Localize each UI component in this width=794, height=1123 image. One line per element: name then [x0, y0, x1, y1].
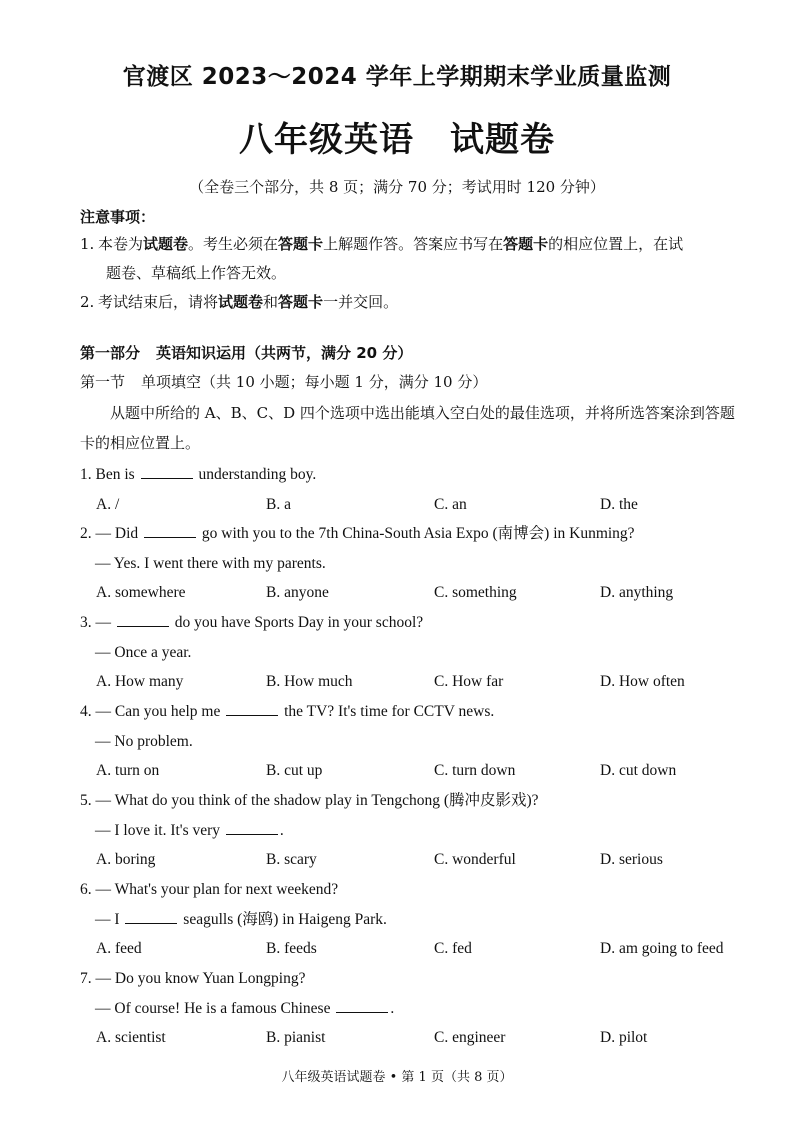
answer-blank	[125, 909, 177, 924]
reply-text: seagulls (海鸥) in Haigeng Park.	[183, 910, 387, 928]
answer-blank	[336, 998, 388, 1013]
note-keyword: 试题卷	[143, 235, 189, 253]
question-reply: — No problem.	[95, 732, 193, 750]
note-item-1	[80, 230, 740, 288]
section-description: 单项填空（共 10 小题；每小题 1 分，满分 10 分）	[141, 373, 488, 391]
question-7	[80, 964, 740, 1053]
option-d: D. cut down	[600, 762, 677, 779]
note-keyword: 答题卡	[278, 235, 324, 253]
note-text: 一并交回。	[323, 293, 399, 311]
question-stem: — What do you think of the shadow play in Tengchong (腾冲皮影戏)?	[95, 792, 539, 809]
note-item-2	[80, 288, 740, 317]
question-6	[80, 875, 740, 964]
option-c: C. engineer	[434, 1029, 506, 1046]
option-c: C. How far	[434, 673, 504, 690]
section-one-heading	[80, 371, 487, 392]
question-stem: Ben is	[95, 466, 135, 483]
question-stem: — What's your plan for next weekend?	[95, 881, 339, 898]
question-number: 3.	[80, 614, 92, 631]
option-b: B. scary	[266, 851, 317, 868]
answer-blank	[117, 612, 169, 627]
note-text: 。考生必须在	[188, 235, 279, 253]
main-title-paper: 试题卷	[450, 120, 555, 160]
answer-blank	[144, 523, 196, 538]
note-number: 1.	[80, 235, 95, 253]
question-stem: —	[95, 614, 111, 631]
reply-text: .	[390, 999, 395, 1017]
question-stem: understanding boy.	[198, 466, 317, 483]
question-2	[80, 519, 740, 608]
question-4	[80, 697, 740, 786]
question-1	[80, 460, 740, 519]
question-reply	[80, 994, 740, 1024]
note-keyword: 答题卡	[278, 293, 324, 311]
note-text: 的相应位置上，在试	[548, 235, 684, 253]
question-number: 6.	[80, 881, 92, 898]
option-b: B. feeds	[266, 940, 317, 957]
option-d: D. How often	[600, 673, 685, 690]
option-a: A. /	[96, 495, 120, 513]
question-stem: the TV? It's time for CCTV news.	[284, 703, 495, 720]
question-number: 7.	[80, 970, 92, 987]
question-5	[80, 786, 740, 875]
notes-heading: 注意事项：	[80, 208, 156, 226]
option-d: D. the	[600, 495, 638, 513]
answer-blank	[226, 820, 278, 835]
exam-header-title: 官渡区 2023～2024 学年上学期期末学业质量监测	[122, 64, 672, 90]
part-description: 英语知识运用（共两节，满分 20 分）	[156, 344, 413, 362]
option-a: A. feed	[96, 940, 142, 957]
option-c: C. an	[434, 495, 467, 513]
question-number: 2.	[80, 525, 92, 542]
option-b: B. anyone	[266, 584, 329, 601]
option-a: A. scientist	[96, 1029, 166, 1046]
option-c: C. fed	[434, 940, 472, 957]
note-text: 和	[263, 293, 279, 311]
option-a: A. turn on	[96, 762, 160, 779]
section-instructions: 从题中所给的 A、B、C、D 四个选项中选出能填入空白处的最佳选项，并将所选答案涂到答题卡的相应位置上。	[80, 404, 735, 452]
note-text: 考试结束后，请将	[98, 293, 219, 311]
note-number: 2.	[80, 293, 95, 311]
question-stem: go with you to the 7th China-South Asia Expo (南博会) in Kunming?	[201, 525, 635, 542]
option-a: A. somewhere	[96, 584, 186, 601]
option-c: C. turn down	[434, 762, 516, 779]
question-number: 5.	[80, 792, 92, 809]
question-stem: do you have Sports Day in your school?	[174, 614, 424, 631]
option-d: D. am going to feed	[600, 940, 724, 957]
option-a: A. boring	[96, 851, 156, 868]
answer-blank	[141, 464, 193, 479]
question-stem: — Did	[95, 525, 139, 542]
answer-blank	[226, 701, 278, 716]
question-number: 1.	[80, 466, 92, 483]
option-b: B. How much	[266, 673, 353, 690]
question-reply	[80, 905, 740, 935]
option-c: C. something	[434, 584, 517, 601]
part-one-heading	[80, 342, 412, 363]
option-b: B. cut up	[266, 762, 323, 779]
page-footer: 八年级英语试题卷 • 第 1 页（共 8 页）	[281, 1070, 513, 1085]
option-a: A. How many	[96, 673, 184, 690]
exam-main-title	[0, 112, 794, 161]
reply-text: — I love it. It's very	[95, 821, 221, 839]
question-3	[80, 608, 740, 697]
reply-text: — I	[95, 910, 120, 928]
note-keyword: 答题卡	[503, 235, 549, 253]
question-number: 4.	[80, 703, 92, 720]
question-reply	[80, 816, 740, 846]
option-d: D. pilot	[600, 1029, 648, 1046]
section-label: 第一节	[80, 373, 126, 391]
note-keyword: 试题卷	[218, 293, 264, 311]
question-reply: — Once a year.	[95, 643, 192, 661]
part-label: 第一部分	[80, 344, 141, 362]
note-text-continued: 题卷、草稿纸上作答无效。	[106, 264, 287, 282]
exam-subtitle: （全卷三个部分，共 8 页；满分 70 分；考试用时 120 分钟）	[189, 178, 605, 196]
option-b: B. pianist	[266, 1029, 326, 1046]
option-b: B. a	[266, 495, 291, 513]
question-stem: — Do you know Yuan Longping?	[95, 970, 306, 987]
note-text: 本卷为	[98, 235, 144, 253]
note-text: 上解题作答。答案应书写在	[323, 235, 504, 253]
option-d: D. anything	[600, 584, 674, 601]
main-title-subject: 八年级英语	[239, 120, 414, 160]
option-c: C. wonderful	[434, 851, 516, 868]
option-d: D. serious	[600, 851, 663, 868]
question-stem: — Can you help me	[95, 703, 221, 720]
reply-text: .	[279, 821, 284, 839]
reply-text: — Of course! He is a famous Chinese	[95, 999, 331, 1017]
question-reply: — Yes. I went there with my parents.	[95, 554, 326, 572]
